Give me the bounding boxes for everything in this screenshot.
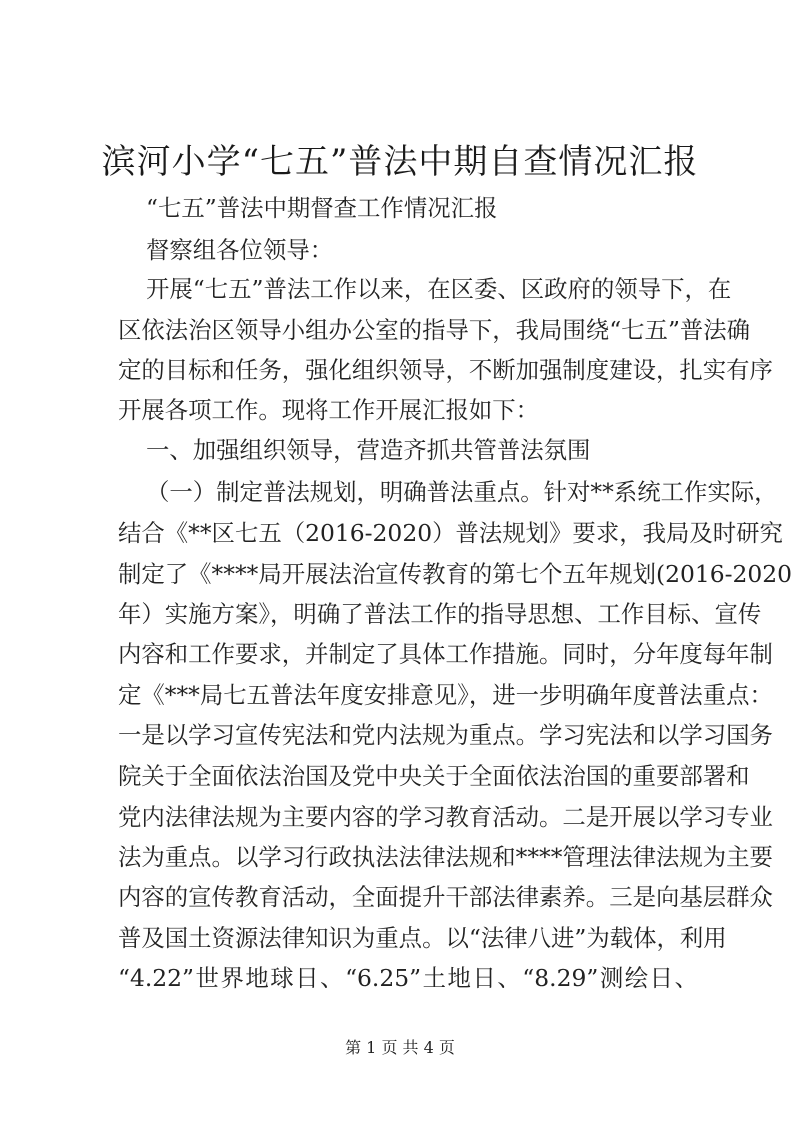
- paragraph-line: 院关于全面依法治国及党中央关于全面依法治国的重要部署和: [118, 762, 750, 790]
- paragraph-line: 开展各项工作。现将工作开展汇报如下：: [118, 396, 540, 424]
- subtitle-line: “七五”普法中期督查工作情况汇报: [146, 194, 498, 222]
- salutation-line: 督察组各位领导：: [146, 236, 334, 264]
- paragraph-line: 党内法律法规为主要内容的学习教育活动。二是开展以学习专业: [118, 803, 773, 831]
- paragraph-line: 定《***局七五普法年度安排意见》，进一步明确年度普法重点：: [118, 681, 773, 709]
- section-heading: 一、加强组织领导，营造齐抓共管普法氛围: [146, 436, 591, 464]
- paragraph-line: （一）制定普法规划，明确普法重点。针对**系统工作实际，: [146, 478, 778, 506]
- paragraph-line: 定的目标和任务，强化组织领导，不断加强制度建设，扎实有序: [118, 356, 773, 384]
- paragraph-line: 制定了《****局开展法治宣传教育的第七个五年规划(2016-2020: [118, 560, 793, 588]
- paragraph-line: 结合《**区七五（2016-2020）普法规划》要求，我局及时研究: [118, 519, 783, 547]
- paragraph-line: 年）实施方案》，明确了普法工作的指导思想、工作目标、宣传: [118, 600, 762, 628]
- paragraph-line: 法为重点。以学习行政执法法律法规和****管理法律法规为主要: [118, 843, 773, 871]
- document-title: 滨河小学“七五”普法中期自查情况汇报: [101, 142, 699, 182]
- paragraph-line: 开展“七五”普法工作以来，在区委、区政府的领导下，在: [146, 275, 732, 303]
- paragraph-line: 内容和工作要求，并制定了具体工作措施。同时，分年度每年制: [118, 640, 773, 668]
- paragraph-line: 区依法治区领导小组办公室的指导下，我局围绕“七五”普法确: [118, 316, 751, 344]
- page-number-footer: 第 1 页 共 4 页: [345, 1038, 455, 1057]
- paragraph-line: 普及国土资源法律知识为重点。以“法律八进”为载体，利用: [118, 924, 727, 952]
- paragraph-line: “4.22”世界地球日、“6.25”土地日、“8.29”测绘日、: [118, 964, 698, 992]
- paragraph-line: 一是以学习宣传宪法和党内法规为重点。学习宪法和以学习国务: [118, 721, 773, 749]
- paragraph-line: 内容的宣传教育活动，全面提升干部法律素养。三是向基层群众: [118, 883, 773, 911]
